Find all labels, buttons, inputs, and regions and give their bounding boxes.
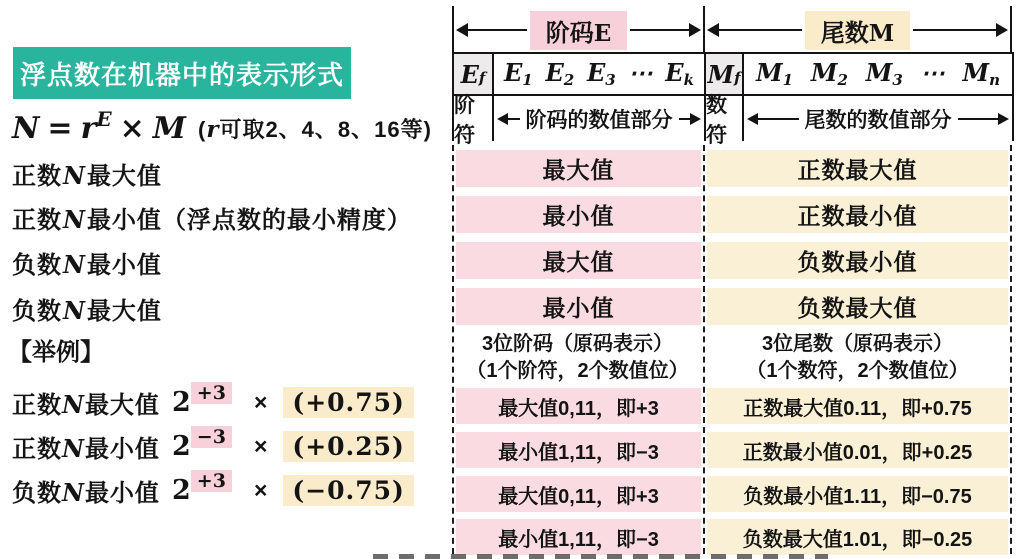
formula-n: N	[12, 110, 40, 146]
example-math: 2 +3 × (−0.75)	[172, 475, 414, 506]
row-label-neg-min: 负数N最小值	[12, 250, 162, 279]
mantissa-highlight: (+0.25)	[283, 431, 414, 462]
example-exponent-cell: 最大值0,11，即+3	[456, 476, 701, 512]
example-exponent-cell: 最大值0,11，即+3	[456, 388, 701, 424]
exponent-highlight: +3	[191, 382, 232, 404]
example-math: 2 −3 × (+0.25)	[172, 431, 414, 462]
example-mantissa-cell: 负数最大值1.01，即−0.25	[707, 519, 1008, 555]
arrow-right-icon	[689, 23, 701, 37]
mantissa-highlight: (−0.75)	[283, 475, 414, 506]
mantissa-highlight: (+0.75)	[283, 387, 414, 418]
row-label-pos-min: 正数N最小值（浮点数的最小精度）	[12, 205, 412, 234]
example-heading: 【举例】	[8, 339, 104, 366]
arrow-left-icon	[707, 23, 719, 37]
mantissa-value-label: 尾数的数值部分	[804, 108, 952, 132]
exponent-sign-label: 阶符	[454, 96, 494, 141]
dashed-border	[1010, 145, 1012, 554]
example-line-pos-min: 正数N最小值 2 −3 × (+0.25)	[12, 429, 414, 463]
mantissa-header: 尾数M	[805, 11, 910, 50]
formula-equals: =	[47, 110, 73, 146]
exponent-header: 阶码E	[530, 11, 628, 50]
exponent-value-arrow	[497, 104, 701, 134]
formula-note: (r可取2、4、8、16等)	[197, 115, 432, 143]
mantissa-span-arrow	[707, 14, 1008, 46]
divider-tick	[452, 6, 454, 52]
formula-exponent: E	[96, 107, 112, 131]
example-mantissa-cell: 正数最大值0.11，即+0.75	[707, 388, 1008, 424]
example-line-pos-max: 正数N最大值 2 +3 × (+0.75)	[12, 385, 414, 419]
mantissa-value-arrow	[747, 104, 1009, 134]
exponent-value-bits-cell: $E_1$ $E_2$ $E_3$ ⋯ $E_k$	[504, 58, 694, 90]
exponent-value-label: 阶码的数值部分	[525, 108, 673, 132]
example-line-neg-min: 负数N最小值 2 +3 × (−0.75)	[12, 473, 414, 507]
mantissa-value-bits-cell: $M_1$ $M_2$ $M_3$ ⋯ $M_n$	[756, 58, 1000, 90]
example-exponent-cell: 最小值1,11，即−3	[456, 519, 701, 555]
exponent-cell: 最小值	[456, 196, 701, 233]
example-mantissa-cell: 正数最小值0.01，即+0.25	[707, 432, 1008, 468]
mantissa-sign-bit-cell: M f	[704, 54, 744, 94]
page-title: 浮点数在机器中的表示形式	[13, 47, 351, 99]
formula	[12, 107, 432, 149]
exponent-sign-bit-cell: E f	[454, 54, 494, 94]
example-exponent-header: 3位阶码（原码表示） （1个阶符，2个数值位）	[466, 333, 689, 382]
exponent-cell: 最大值	[456, 242, 701, 279]
exponent-highlight: −3	[191, 426, 232, 448]
example-math: 2 +3 × (+0.75)	[172, 387, 414, 418]
arrow-left-icon	[747, 113, 758, 125]
row-label-pos-max: 正数N最大值	[12, 161, 162, 190]
mantissa-cell: 正数最大值	[707, 150, 1008, 187]
example-mantissa-cell: 负数最小值1.11，即−0.75	[707, 476, 1008, 512]
arrow-right-icon	[996, 23, 1008, 37]
formula-m: M	[152, 110, 186, 146]
divider-tick	[703, 6, 705, 52]
mantissa-cell: 正数最小值	[707, 196, 1008, 233]
mantissa-cell: 负数最大值	[707, 288, 1008, 325]
formula-base-r: r	[80, 110, 97, 146]
arrow-right-icon	[690, 113, 701, 125]
exponent-span-arrow	[456, 14, 701, 46]
exponent-highlight: +3	[191, 470, 232, 492]
arrow-left-icon	[497, 113, 508, 125]
exponent-cell: 最大值	[456, 150, 701, 187]
cutoff-caption-fragment	[373, 554, 828, 559]
exponent-cell: 最小值	[456, 288, 701, 325]
example-mantissa-header: 3位尾数（原码表示） （1个数符，2个数值位）	[746, 333, 969, 382]
arrow-left-icon	[456, 23, 468, 37]
mantissa-sign-label: 数符	[704, 96, 744, 141]
arrow-right-icon	[998, 113, 1009, 125]
row-label-neg-max: 负数N最大值	[12, 296, 162, 325]
mantissa-cell: 负数最小值	[707, 242, 1008, 279]
divider-tick	[1010, 6, 1012, 52]
formula-times: ×	[119, 110, 145, 146]
sign-labels-row	[452, 93, 1014, 147]
example-exponent-cell: 最小值1,11，即−3	[456, 432, 701, 468]
